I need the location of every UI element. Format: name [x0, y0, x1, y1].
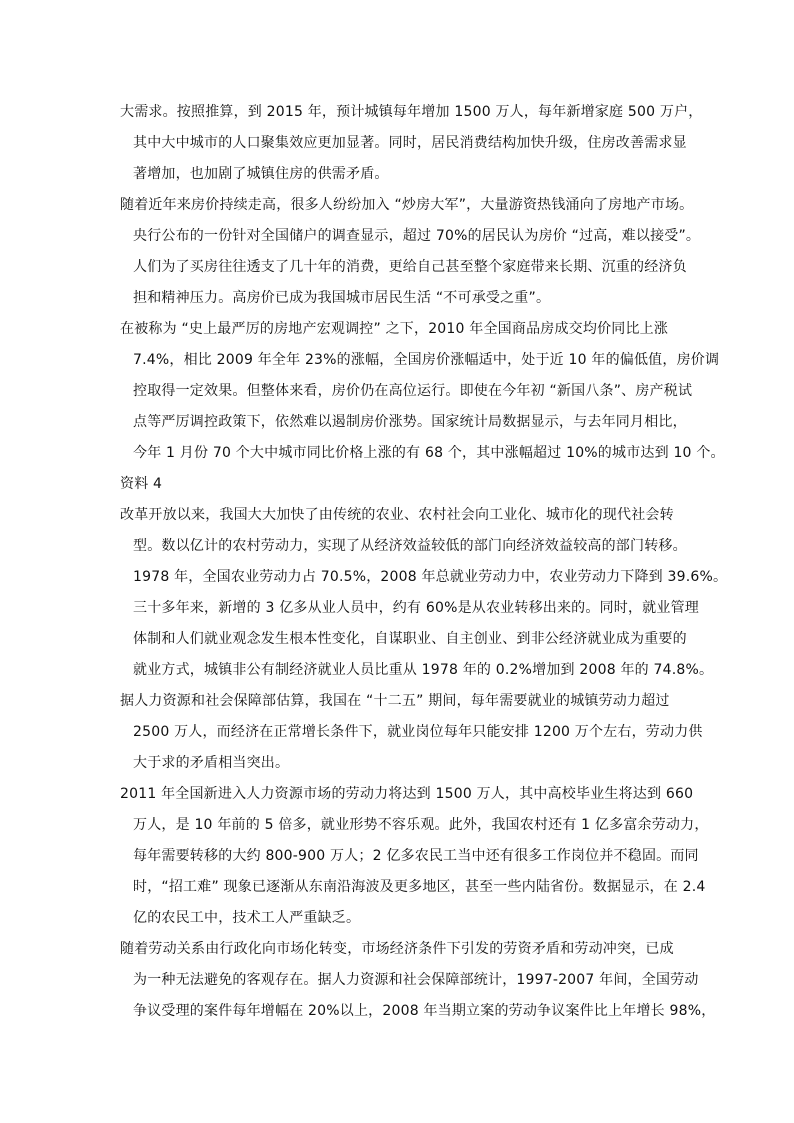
text-line: 争议受理的案件每年增幅在 20%以上，2008 年当期立案的劳动争议案件比上年增长 98%， [133, 1003, 716, 1019]
text-line: 时，“招工难” 现象已逐渐从东南沿海波及更多地区，甚至一些内陆省份。数据显示，在 2.4 [133, 879, 706, 895]
section-heading: 资料 4 [120, 476, 163, 492]
text-line: 2011 年全国新进入人力资源市场的劳动力将达到 1500 万人，其中高校毕业生将达到 660 [120, 786, 694, 802]
text-line: 随着劳动关系由行政化向市场化转变，市场经济条件下引发的劳资矛盾和劳动冲突，已成 [120, 941, 674, 957]
text-line: 在被称为 “史上最严厉的房地产宏观调控” 之下，2010 年全国商品房成交均价同比上涨 [120, 321, 669, 337]
text-line: 随着近年来房价持续走高，很多人纷纷加入 “炒房大军”，大量游资热钱涌向了房地产市场。 [120, 197, 694, 213]
text-line: 每年需要转移的大约 800-900 万人；2 亿多农民工当中还有很多工作岗位并不稳固。而同 [133, 848, 699, 864]
text-line: 据人力资源和社会保障部估算，我国在 “十二五” 期间，每年需要就业的城镇劳动力超过 [120, 693, 670, 709]
text-line: 体制和人们就业观念发生根本性变化，自谋职业、自主创业、到非公经济就业成为重要的 [133, 631, 687, 647]
text-line: 著增加，也加剧了城镇住房的供需矛盾。 [133, 166, 389, 182]
text-line: 2500 万人，而经济在正常增长条件下，就业岗位每年只能安排 1200 万个左右，劳动力供 [133, 724, 703, 740]
text-line: 央行公布的一份针对全国储户的调查显示，超过 70%的居民认为房价 “过高，难以接受”。 [133, 228, 701, 244]
text-line: 就业方式，城镇非公有制经济就业人员比重从 1978 年的 0.2%增加到 2008 年的 74.8%。 [133, 662, 714, 678]
text-line: 亿的农民工中，技术工人严重缺乏。 [133, 910, 361, 926]
text-line: 控取得一定效果。但整体来看，房价仍在高位运行。即使在今年初 “新国八条”、房产税试 [133, 383, 693, 399]
text-line: 万人，是 10 年前的 5 倍多，就业形势不容乐观。此外，我国农村还有 1 亿多富余劳动力， [133, 817, 709, 833]
text-line: 1978 年，全国农业劳动力占 70.5%，2008 年总就业劳动力中，农业劳动力下降到 39.6%。 [133, 569, 728, 585]
text-line: 担和精神压力。高房价已成为我国城市居民生活 “不可承受之重”。 [133, 290, 551, 306]
text-line: 大需求。按照推算，到 2015 年，预计城镇每年增加 1500 万人，每年新增家庭 500 万户， [120, 104, 703, 120]
text-line: 点等严厉调控政策下，依然难以遏制房价涨势。国家统计局数据显示，与去年同月相比， [133, 414, 687, 430]
text-line: 三十多年来，新增的 3 亿多从业人员中，约有 60%是从农业转移出来的。同时，就业管理 [133, 600, 699, 616]
text-line: 型。数以亿计的农村劳动力，实现了从经济效益较低的部门向经济效益较高的部门转移。 [133, 538, 687, 554]
text-line: 7.4%，相比 2009 年全年 23%的涨幅，全国房价涨幅适中，处于近 10 年的偏低值，房价调 [133, 352, 720, 368]
text-line: 今年 1 月份 70 个大中城市同比价格上涨的有 68 个，其中涨幅超过 10%的城市达到 10 个。 [133, 445, 725, 461]
text-line: 大于求的矛盾相当突出。 [133, 755, 290, 771]
text-line: 人们为了买房往往透支了几十年的消费，更给自己甚至整个家庭带来长期、沉重的经济负 [133, 259, 687, 275]
text-line: 为一种无法避免的客观存在。据人力资源和社会保障部统计，1997-2007 年间，全国劳动 [133, 972, 699, 988]
text-line: 其中大中城市的人口聚集效应更加显著。同时，居民消费结构加快升级，住房改善需求显 [133, 135, 687, 151]
text-line: 改革开放以来，我国大大加快了由传统的农业、农村社会向工业化、城市化的现代社会转 [120, 507, 674, 523]
